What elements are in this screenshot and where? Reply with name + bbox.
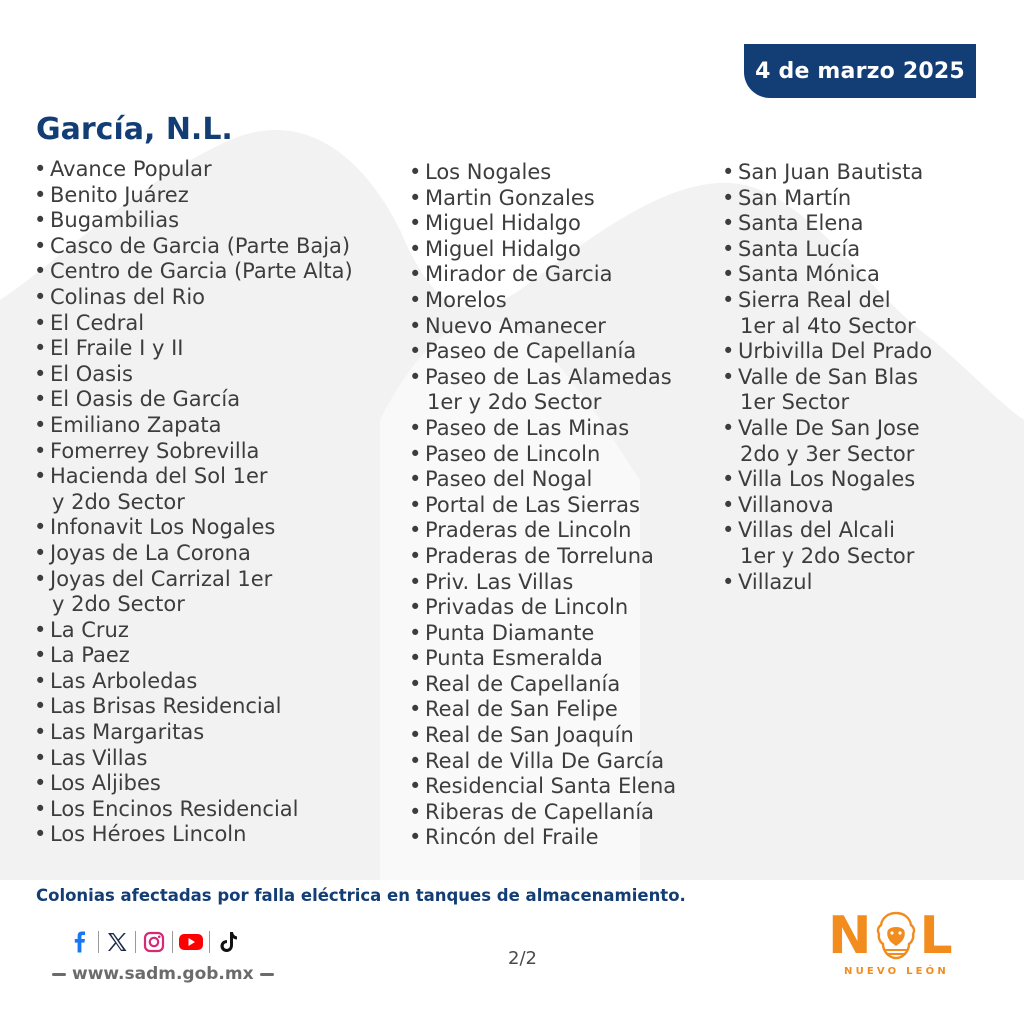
colonia-item: • Miguel Hidalgo [409,237,676,263]
website-url[interactable]: www.sadm.gob.mx [72,964,254,984]
colonia-item: • Rincón del Fraile [409,825,676,851]
colonia-item: • El Fraile I y II [34,336,353,362]
website-dash-left [52,973,66,976]
colonia-item: • La Cruz [34,618,353,644]
colonia-item: • Riberas de Capellanía [409,800,676,826]
colonia-item: • Villa Los Nogales [722,467,932,493]
colonia-item: • Sierra Real del [722,288,932,314]
colonia-item: • Los Héroes Lincoln [34,822,353,848]
colonia-item: • El Cedral [34,311,353,337]
colonia-item: • El Oasis de García [34,387,353,413]
colonia-item: • Paseo de Las Minas [409,416,676,442]
colonia-item: • San Martín [722,186,932,212]
colonia-item: • Nuevo Amanecer [409,314,676,340]
colonia-item-continuation: 1er al 4to Sector [740,313,916,338]
colonias-column-3 [722,160,932,595]
colonia-item: • Priv. Las Villas [409,570,676,596]
colonia-item: • Villanova [722,493,932,519]
nuevo-leon-logo [828,908,978,988]
colonia-item: • El Oasis [34,362,353,388]
colonia-item: • La Paez [34,643,353,669]
colonia-item-continuation: y 2do Sector [52,592,185,617]
colonia-item: • Praderas de Lincoln [409,518,676,544]
colonia-item: • San Juan Bautista [722,160,932,186]
website-link[interactable] [52,964,274,984]
icon-divider [209,931,210,953]
colonia-item: • Punta Esmeralda [409,646,676,672]
colonias-column-2 [409,160,676,851]
colonia-item-continuation: 1er y 2do Sector [740,543,915,568]
colonia-item: • Villas del Alcali [722,518,932,544]
colonia-item: • Privadas de Lincoln [409,595,676,621]
colonia-item: • Hacienda del Sol 1er [34,464,353,490]
logo-caption: NUEVO LEÓN [844,966,949,977]
colonia-item: • Las Margaritas [34,720,353,746]
footer-note: Colonias afectadas por falla eléctrica en tanques de almacenamiento. [36,886,686,905]
colonia-item: • Benito Juárez [34,183,353,209]
page-indicator: 2/2 [508,948,537,969]
colonia-item: • Casco de Garcia (Parte Baja) [34,234,353,260]
colonia-item: • Joyas de La Corona [34,541,353,567]
colonia-item: • Villazul [722,570,932,596]
colonia-item: • Real de San Felipe [409,697,676,723]
instagram-icon[interactable] [140,928,168,956]
tiktok-icon[interactable] [214,928,242,956]
icon-divider [172,931,173,953]
colonia-item: • Real de San Joaquín [409,723,676,749]
colonia-item: • Portal de Las Sierras [409,493,676,519]
lion-emblem-icon [874,910,918,962]
colonia-item: • Avance Popular [34,157,353,183]
colonia-item: • Praderas de Torreluna [409,544,676,570]
colonia-item: • Santa Elena [722,211,932,237]
colonias-column-1 [34,157,353,848]
x-icon[interactable] [103,928,131,956]
date-badge: 4 de marzo 2025 [744,44,976,98]
social-icons [66,928,242,956]
colonia-item: • Santa Lucía [722,237,932,263]
colonia-item: • Valle de San Blas [722,365,932,391]
colonia-item: • Martin Gonzales [409,186,676,212]
colonia-item: • Las Arboledas [34,669,353,695]
colonia-item: • Valle De San Jose [722,416,932,442]
colonia-item-continuation: 1er y 2do Sector [427,390,602,415]
colonia-item: • Residencial Santa Elena [409,774,676,800]
colonia-item: • Paseo de Capellanía [409,339,676,365]
colonia-item: • Miguel Hidalgo [409,211,676,237]
colonia-item: • Punta Diamante [409,621,676,647]
page-title: García, N.L. [36,112,233,147]
youtube-icon[interactable] [177,928,205,956]
colonia-item: • Paseo del Nogal [409,467,676,493]
icon-divider [98,931,99,953]
colonia-item: • Real de Villa De García [409,749,676,775]
colonia-item: • Las Villas [34,746,353,772]
logo-letter-l: L [919,906,953,966]
colonia-item: • Paseo de Las Alamedas [409,365,676,391]
colonia-item: • Centro de Garcia (Parte Alta) [34,259,353,285]
website-dash-right [260,973,274,976]
colonia-item: • Paseo de Lincoln [409,442,676,468]
colonia-item: • Los Aljibes [34,771,353,797]
colonia-item: • Los Nogales [409,160,676,186]
icon-divider [135,931,136,953]
colonia-item: • Real de Capellanía [409,672,676,698]
colonia-item-continuation: 1er Sector [740,390,850,415]
colonia-item: • Fomerrey Sobrevilla [34,439,353,465]
colonia-item-continuation: y 2do Sector [52,489,185,514]
colonia-item: • Colinas del Rio [34,285,353,311]
colonia-item: • Bugambilias [34,208,353,234]
facebook-icon[interactable] [66,928,94,956]
logo-letter-n: N [828,906,872,966]
colonia-item: • Joyas del Carrizal 1er [34,567,353,593]
colonia-item-continuation: 2do y 3er Sector [740,441,915,466]
colonia-item: • Morelos [409,288,676,314]
colonia-item: • Las Brisas Residencial [34,694,353,720]
colonia-item: • Mirador de Garcia [409,262,676,288]
colonia-item: • Urbivilla Del Prado [722,339,932,365]
colonia-item: • Emiliano Zapata [34,413,353,439]
colonia-item: • Santa Mónica [722,262,932,288]
colonia-item: • Los Encinos Residencial [34,797,353,823]
colonia-item: • Infonavit Los Nogales [34,515,353,541]
